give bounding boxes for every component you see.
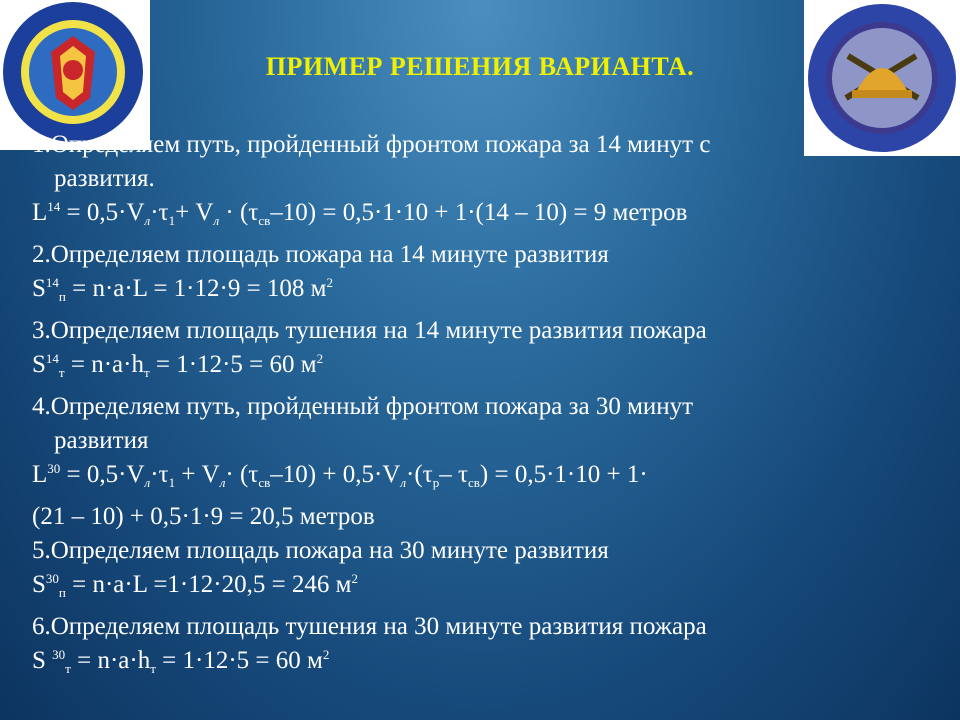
- step-6-heading: 6.Определяем площадь тушения на 30 минуте развития пожара: [32, 613, 707, 640]
- step-2-heading: 2.Определяем площадь пожара на 14 минуте развития: [32, 241, 609, 268]
- step-4-heading-cont: развития: [54, 427, 149, 454]
- step-1-formula: $L^{14} = 0,5\cdot V_л\cdot\tau_1+ V_л \cdot (\tau_{св}-10) = 0,5\cdot 1\cdot 10 + 1\cdot(14 - 10) = 9$ метров: [32, 199, 688, 228]
- step-4-formula: $L^{30} = 0,5\cdot V_л\cdot\tau_1 + V_л\cdot (\tau_{св}-10) + 0,5\cdot V_л\cdot(\tau_р-$ $\tau_{св}) = 0,5\cdot 1\cdot 10 + 1\cdot$: [32, 461, 648, 490]
- solution-body: [32, 128, 922, 678]
- step-2-formula: $S^{14}_п = n\cdot a\cdot L = 1\cdot 12\cdot 9 = 108$ $м^2$: [32, 275, 333, 304]
- step-4-formula-cont: (21 – 10) + 0,5·1·9 = 20,5 метров: [32, 503, 375, 530]
- step-5-formula: $S^{30}_п = n\cdot a\cdot L =1\cdot 12\cdot 20,5 = 246$ $м^2$: [32, 571, 358, 600]
- step-5-heading: 5.Определяем площадь пожара на 30 минуте развития: [32, 537, 609, 564]
- slide-title: ПРИМЕР РЕШЕНИЯ ВАРИАНТА.: [265, 52, 695, 81]
- step-1-heading: 1.Определяем путь, пройденный фронтом пожара за 14 минут с: [32, 131, 711, 158]
- step-6-formula: S $^{30}_т = n\cdot a\cdot h_т = 1\cdot 12\cdot 5 = 60$ $м^2$: [32, 647, 330, 676]
- step-3-heading: 3.Определяем площадь тушения на 14 минуте развития пожара: [32, 317, 707, 344]
- step-1-heading-cont: развития.: [54, 165, 155, 192]
- step-3-formula: $S^{14}_т = n\cdot a\cdot h_т = 1\cdot 12\cdot 5 = 60$ $м^2$: [32, 351, 324, 380]
- step-4-heading: 4.Определяем путь, пройденный фронтом пожара за 30 минут: [32, 393, 694, 420]
